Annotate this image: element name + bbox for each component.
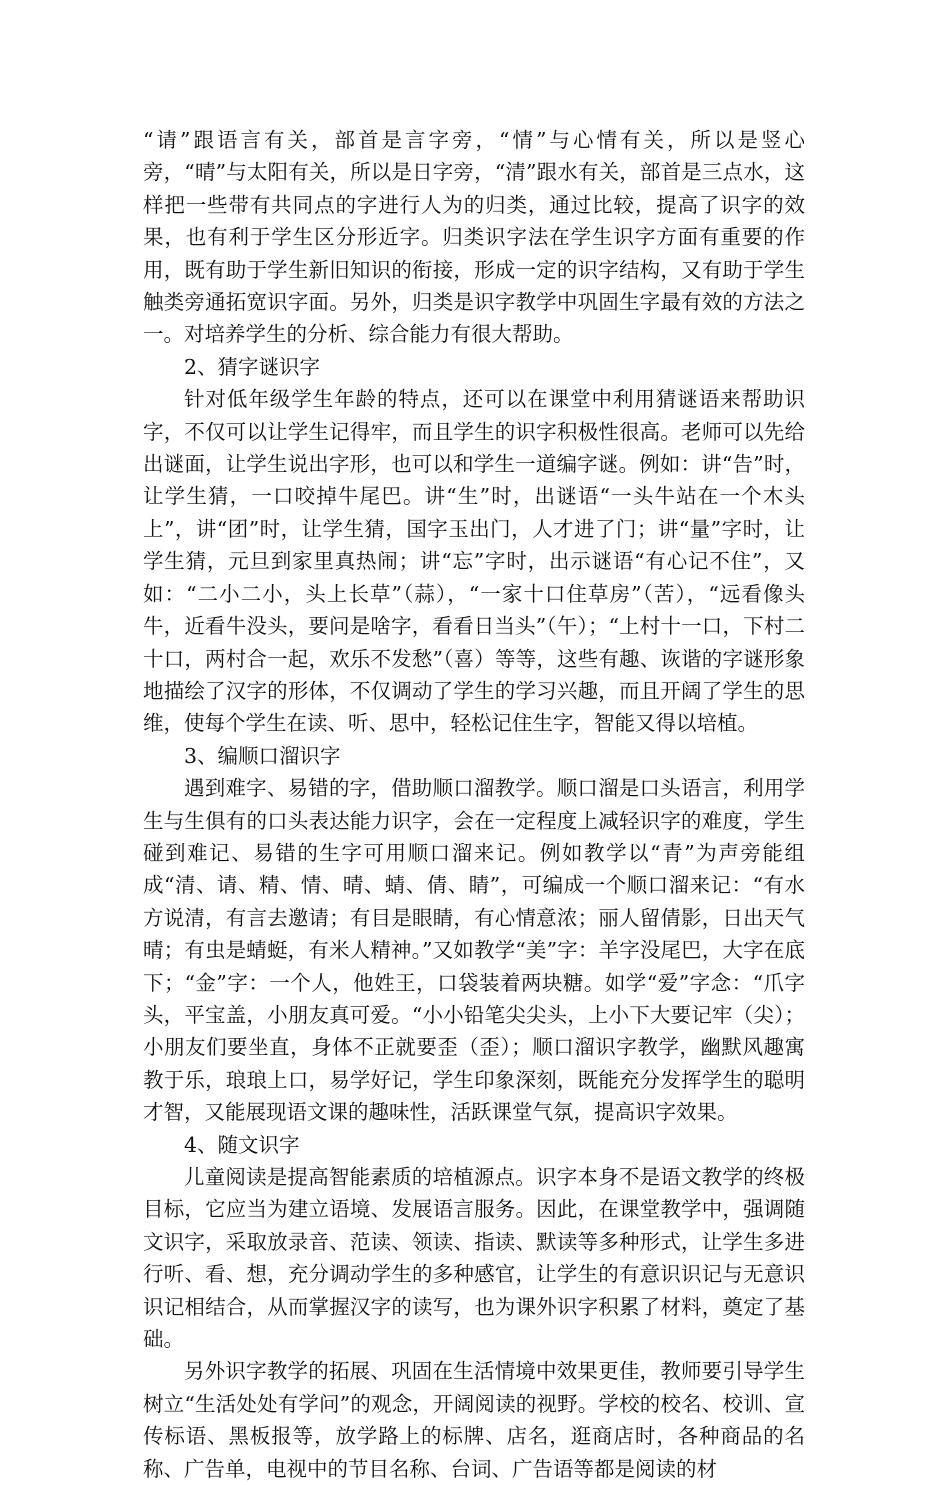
section-heading-riddle: 2、猜字谜识字 [184, 354, 321, 379]
document-body [143, 124, 805, 1485]
paragraph-life-context: 另外识字教学的拓展、巩固在生活情境中效果更佳，教师要引导学生树立“生活处处有学问”的观念，开阔阅读的视野。学校的校名、校训、宣传标语、黑板报等，放学路上的标牌、店名，逛商店时，各种商品的名称、广告单，电视中的节目名称、台词、广告语等都是阅读的材 [143, 1359, 805, 1481]
paragraph-riddle: 针对低年级学生年龄的特点，还可以在课堂中利用猜谜语来帮助识字，不仅可以让学生记得牢，而且学生的识字积极性很高。老师可以先给出谜面，让学生说出字形，也可以和学生一道编字谜。例如：讲“告”时，让学生猜，一口咬掉牛尾巴。讲“生”时，出谜语“一头牛站在一个木头上”，讲“团”时，让学生猜，国字玉出门，人才进了门；讲“量”字时，让学生猜，元旦到家里真热闹；讲“忘”字时，出示谜语“有心记不住”，又如：“二小二小，头上长草”（蒜），“一家十口住草房”（苦），“远看像头牛，近看牛没头，要问是啥字，看看日当头”（午）；“上村十一口，下村二十口，两村合一起，欢乐不发愁”（喜）等等，这些有趣、诙谐的字谜形象地描绘了汉字的形体，不仅调动了学生的学习兴趣，而且开阔了学生的思维，使每个学生在读、听、思中，轻松记住生字，智能又得以培植。 [143, 387, 805, 736]
section-heading-rhyme: 3、编顺口溜识字 [184, 743, 341, 768]
paragraph-continuation: “请”跟语言有关，部首是言字旁，“情”与心情有关，所以是竖心旁，“晴”与太阳有关，所以是日字旁，“清”跟水有关，部首是三点水，这样把一些带有共同点的字进行人为的归类，通过比较，提高了识字的效果，也有利于学生区分形近字。归类识字法在学生识字方面有重要的作用，既有助于学生新旧知识的衔接，形成一定的识字结构，又有助于学生触类旁通拓宽识字面。另外，归类是识字教学中巩固生字最有效的方法之一。对培养学生的分析、综合能力有很大帮助。 [143, 128, 805, 347]
paragraph-reading: 儿童阅读是提高智能素质的培植源点。识字本身不是语文教学的终极目标，它应当为建立语境、发展语言服务。因此，在课堂教学中，强调随文识字，采取放录音、范读、领读、指读、默读等多种形式，让学生多进行听、看、想，充分调动学生的多种感官，让学生的有意识识记与无意识识记相结合，从而掌握汉字的读写，也为课外识字积累了材料，奠定了基础。 [143, 1165, 805, 1352]
section-heading-reading: 4、随文识字 [184, 1132, 300, 1157]
paragraph-rhyme: 遇到难字、易错的字，借助顺口溜教学。顺口溜是口头语言，利用学生与生俱有的口头表达能力识字，会在一定程度上减轻识字的难度，学生碰到难记、易错的生字可用顺口溜来记。例如教学以“青”为声旁能组成“清、请、精、情、晴、蜻、倩、睛”，可编成一个顺口溜来记：“有水方说清，有言去邀请；有目是眼睛，有心情意浓；丽人留倩影，日出天气晴；有虫是蜻蜓，有米人精神。”又如教学“美”字：羊字没尾巴，大字在底下；“金”字：一个人，他姓王，口袋装着两块糖。如学“爱”字念：“爪字头，平宝盖，小朋友真可爱。“小小铅笔尖尖头，上小下大要记牢（尖）；小朋友们要坐直，身体不正就要歪（歪）；顺口溜识字教学，幽默风趣寓教于乐，琅琅上口，易学好记，学生印象深刻，既能充分发挥学生的聪明才智，又能展现语文课的趣味性，活跃课堂气氛，提高识字效果。 [143, 776, 805, 1125]
